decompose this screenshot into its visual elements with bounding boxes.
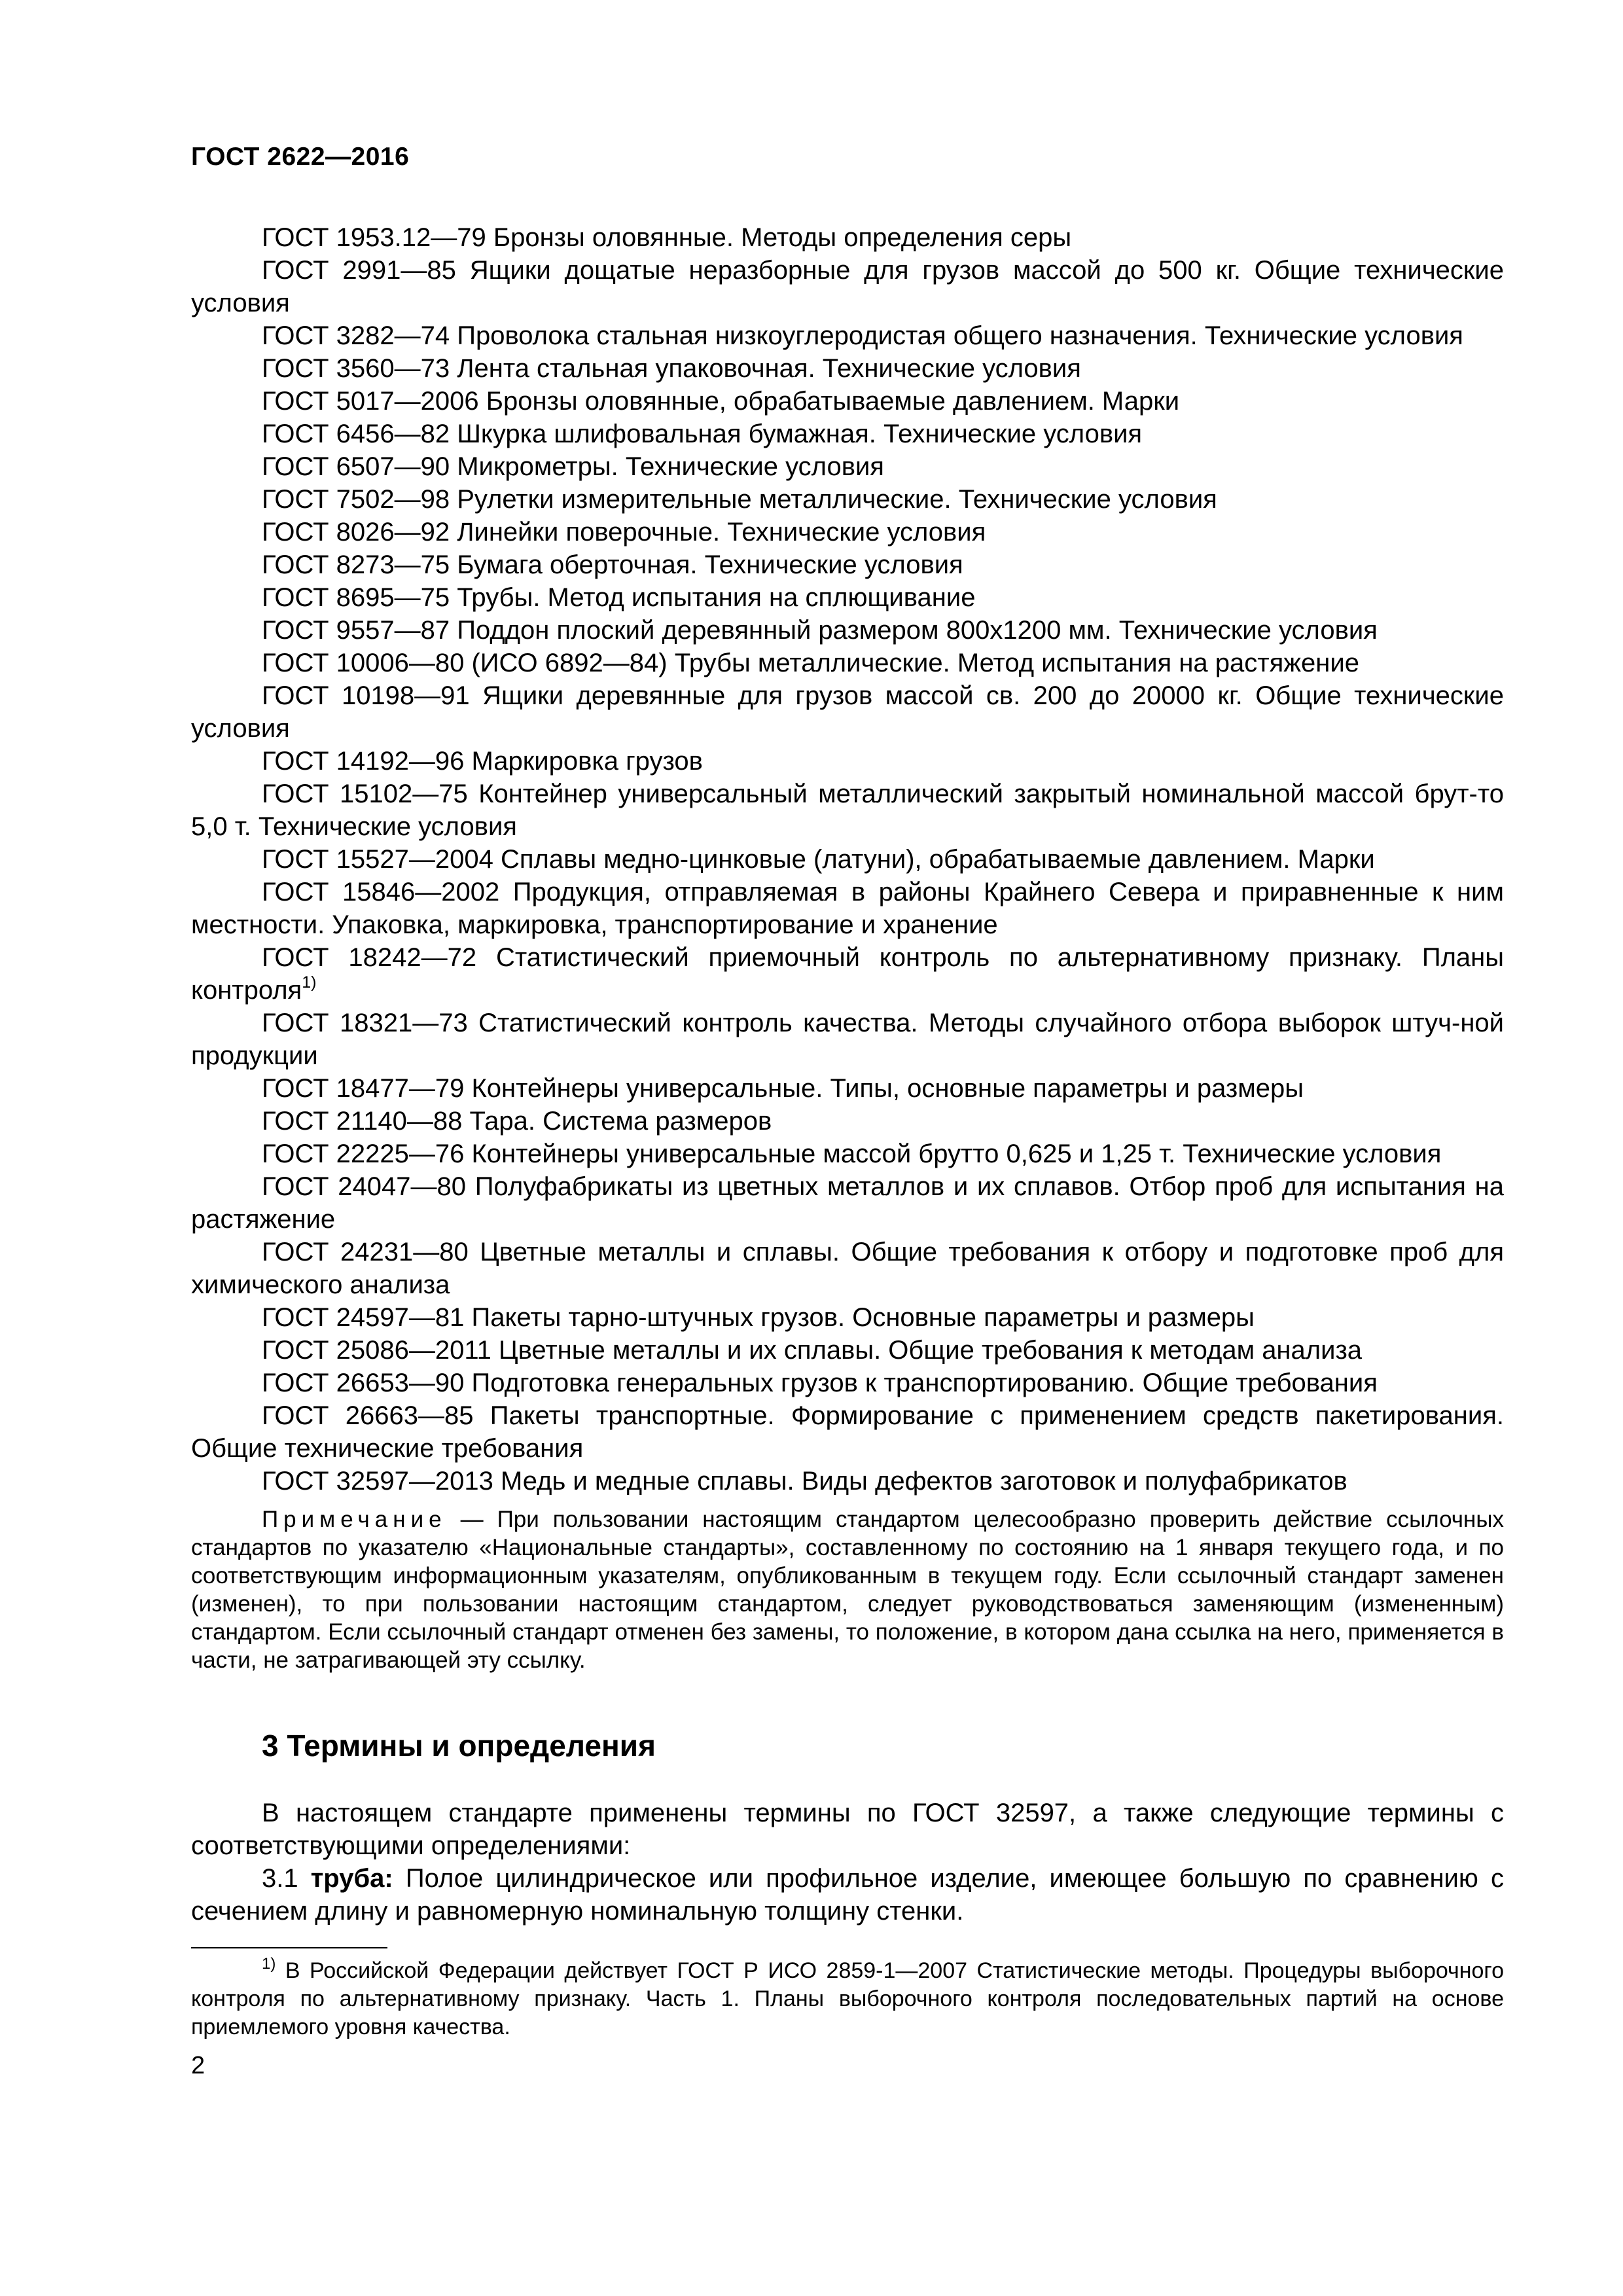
reference-title: Микрометры. Технические условия	[457, 452, 884, 481]
reference-item	[191, 1072, 1504, 1105]
reference-item	[191, 221, 1504, 254]
reference-title: Шкурка шлифовальная бумажная. Технические условия	[457, 420, 1143, 448]
footnote	[191, 1957, 1504, 2041]
reference-id: ГОСТ 10006—80 (ИСО 6892—84)	[262, 649, 668, 677]
term-definition-text: Полое цилиндрическое или профильное изделие, имеющее большую по сравнению с сечением длину и равномерную номинальную толщину стенки.	[191, 1864, 1504, 1926]
reference-id: ГОСТ 9557—87	[262, 616, 450, 645]
reference-item	[191, 941, 1504, 1007]
reference-title: Контейнеры универсальные массой брутто 0,625 и 1,25 т. Технические условия	[471, 1139, 1442, 1168]
reference-item	[191, 876, 1504, 941]
reference-id: ГОСТ 26663—85	[262, 1401, 474, 1430]
reference-item	[191, 843, 1504, 876]
reference-id: ГОСТ 3560—73	[262, 354, 450, 383]
reference-title: Бумага оберточная. Технические условия	[457, 550, 963, 579]
reference-title: Маркировка грузов	[471, 747, 703, 776]
reference-item	[191, 254, 1504, 319]
reference-id: ГОСТ 1953.12—79	[262, 223, 486, 252]
reference-id: ГОСТ 6507—90	[262, 452, 450, 481]
reference-item	[191, 1399, 1504, 1465]
reference-id: ГОСТ 25086—2011	[262, 1336, 491, 1365]
reference-item	[191, 647, 1504, 679]
reference-item	[191, 614, 1504, 647]
reference-id: ГОСТ 21140—88	[262, 1107, 463, 1136]
reference-title: Сплавы медно-цинковые (латуни), обрабатываемые давлением. Марки	[500, 845, 1375, 874]
reference-item	[191, 548, 1504, 581]
reference-id: ГОСТ 24231—80	[262, 1238, 469, 1266]
term-definition	[191, 1862, 1504, 1928]
reference-title: Трубы металлические. Метод испытания на растяжение	[674, 649, 1359, 677]
term-number: 3.1	[262, 1864, 298, 1893]
reference-id: ГОСТ 22225—76	[262, 1139, 465, 1168]
reference-id: ГОСТ 15527—2004	[262, 845, 493, 874]
reference-item	[191, 450, 1504, 483]
footnote-marker: 1)	[262, 1955, 276, 1973]
reference-item	[191, 679, 1504, 745]
reference-title: Цветные металлы и сплавы. Общие требования к отбору и подготовке проб для химического анализа	[191, 1238, 1504, 1299]
reference-title: Контейнер универсальный металлический закрытый номинальной массой брут-то 5,0 т. Технические условия	[191, 780, 1504, 841]
reference-title: Лента стальная упаковочная. Технические условия	[457, 354, 1081, 383]
reference-item	[191, 581, 1504, 614]
reference-id: ГОСТ 24047—80	[262, 1172, 466, 1201]
reference-id: ГОСТ 7502—98	[262, 485, 450, 514]
reference-item	[191, 1105, 1504, 1138]
reference-item	[191, 516, 1504, 548]
reference-id: ГОСТ 15846—2002	[262, 878, 500, 906]
reference-title: Статистический контроль качества. Методы случайного отбора выборок штуч-ной продукции	[191, 1009, 1504, 1070]
reference-title: Ящики деревянные для грузов массой св. 200 до 20000 кг. Общие технические условия	[191, 681, 1504, 743]
reference-item	[191, 352, 1504, 385]
section-intro: В настоящем стандарте применены термины по ГОСТ 32597, а также следующие термины с соответствующими определениями:	[191, 1799, 1504, 1860]
reference-title: Полуфабрикаты из цветных металлов и их сплавов. Отбор проб для испытания на растяжение	[191, 1172, 1504, 1234]
reference-id: ГОСТ 18321—73	[262, 1009, 468, 1037]
reference-id: ГОСТ 32597—2013	[262, 1467, 493, 1496]
page-number: 2	[191, 2052, 205, 2079]
reference-title: Проволока стальная низкоуглеродистая общего назначения. Технические условия	[457, 321, 1463, 350]
reference-id: ГОСТ 6456—82	[262, 420, 450, 448]
reference-title: Пакеты тарно-штучных грузов. Основные параметры и размеры	[471, 1303, 1255, 1332]
reference-title: Контейнеры универсальные. Типы, основные параметры и размеры	[471, 1074, 1304, 1103]
reference-title: Статистический приемочный контроль по альтернативному признаку. Планы контроля	[191, 943, 1504, 1005]
reference-title: Трубы. Метод испытания на сплющивание	[457, 583, 976, 612]
reference-id: ГОСТ 15102—75	[262, 780, 468, 808]
reference-id: ГОСТ 18242—72	[262, 943, 477, 972]
reference-title: Ящики дощатые неразборные для грузов массой до 500 кг. Общие технические условия	[191, 256, 1505, 317]
footnote-text: В Российской Федерации действует ГОСТ Р ИСО 2859-1—2007 Статистические методы. Процедуры выборочного контроля по альтернативному признаку. Часть 1. Планы выборочного контроля последовательных партий на основе приемлемого уровня качества.	[191, 1958, 1504, 2039]
reference-item	[191, 483, 1504, 516]
reference-item	[191, 418, 1504, 450]
term-name: труба:	[310, 1864, 393, 1893]
reference-title: Линейки поверочные. Технические условия	[457, 518, 986, 547]
section-title: 3 Термины и определения	[262, 1729, 656, 1763]
reference-id: ГОСТ 14192—96	[262, 747, 465, 776]
reference-id: ГОСТ 2991—85	[262, 256, 456, 285]
reference-title: Рулетки измерительные металлические. Технические условия	[457, 485, 1217, 514]
reference-title: Поддон плоский деревянный размером 800x1200 мм. Технические условия	[457, 616, 1378, 645]
reference-item	[191, 1465, 1504, 1498]
reference-title: Бронзы оловянные. Методы определения серы	[493, 223, 1072, 252]
note-paragraph	[191, 1505, 1504, 1674]
reference-item	[191, 1236, 1504, 1301]
reference-item	[191, 385, 1504, 418]
reference-item	[191, 1301, 1504, 1334]
note-text: — При пользовании настоящим стандартом целесообразно проверить действие ссылочных стандартов по указателю «Национальные стандарты», составленному по состоянию на 1 января текущего года, и по соответствующим информационным указателям, опубликованным в текущем году. Если ссылочный стандарт заменен (изменен), то при пользовании настоящим стандартом, следует руководствоваться заменяющим (измененным) стандартом. Если ссылочный стандарт отменен без замены, то положение, в котором дана ссылка на него, применяется в части, не затрагивающей эту ссылку.	[191, 1507, 1504, 1673]
normative-references-list	[191, 221, 1504, 1498]
reference-id: ГОСТ 8273—75	[262, 550, 450, 579]
reference-id: ГОСТ 10198—91	[262, 681, 470, 710]
reference-title: Медь и медные сплавы. Виды дефектов заготовок и полуфабрикатов	[500, 1467, 1347, 1496]
note-label: Примечание	[262, 1507, 447, 1532]
reference-item	[191, 778, 1504, 843]
footnote-separator	[191, 1947, 387, 1948]
reference-id: ГОСТ 8695—75	[262, 583, 450, 612]
section-body	[191, 1797, 1504, 1928]
reference-id: ГОСТ 3282—74	[262, 321, 450, 350]
reference-title: Подготовка генеральных грузов к транспортированию. Общие требования	[471, 1369, 1378, 1397]
reference-title: Тара. Система размеров	[469, 1107, 772, 1136]
footnote-marker: 1)	[302, 973, 317, 992]
reference-item	[191, 1334, 1504, 1367]
reference-item	[191, 1007, 1504, 1072]
reference-item	[191, 1138, 1504, 1170]
reference-id: ГОСТ 18477—79	[262, 1074, 465, 1103]
reference-item	[191, 1367, 1504, 1399]
page-header: ГОСТ 2622—2016	[191, 143, 410, 171]
reference-title: Бронзы оловянные, обрабатываемые давлением. Марки	[486, 387, 1180, 416]
reference-item	[191, 745, 1504, 778]
reference-title: Пакеты транспортные. Формирование с применением средств пакетирования. Общие технические требования	[191, 1401, 1504, 1463]
reference-id: ГОСТ 26653—90	[262, 1369, 465, 1397]
reference-item	[191, 1170, 1504, 1236]
reference-id: ГОСТ 24597—81	[262, 1303, 465, 1332]
reference-item	[191, 319, 1504, 352]
reference-id: ГОСТ 8026—92	[262, 518, 450, 547]
reference-title: Цветные металлы и их сплавы. Общие требования к методам анализа	[499, 1336, 1363, 1365]
reference-id: ГОСТ 5017—2006	[262, 387, 479, 416]
reference-title: Продукция, отправляемая в районы Крайнего Севера и приравненные к ним местности. Упаковка, маркировка, транспортирование и хранение	[191, 878, 1504, 939]
